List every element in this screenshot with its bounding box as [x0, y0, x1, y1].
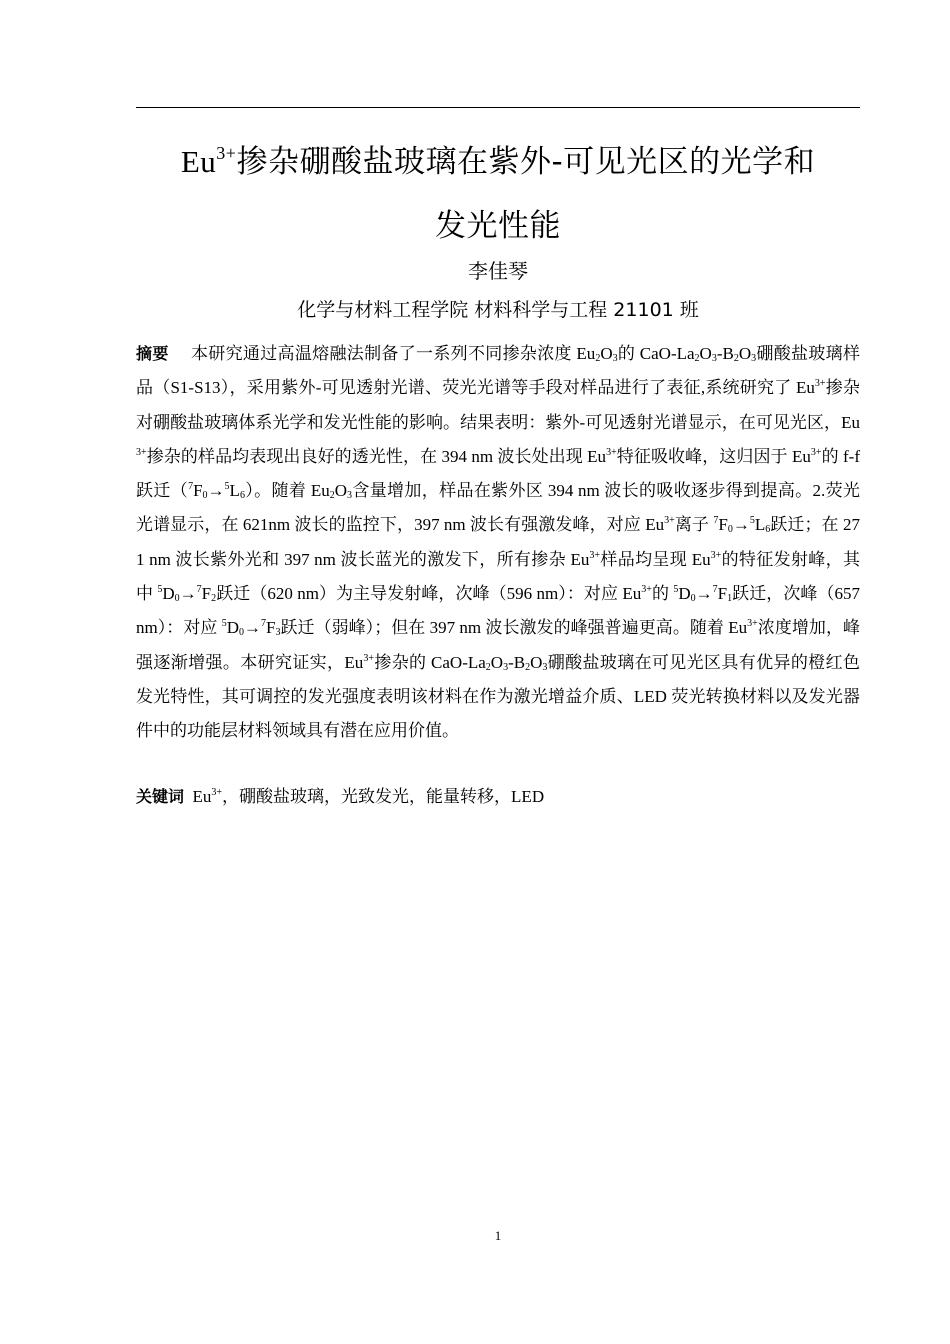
- abstract-subscript: 3: [711, 353, 717, 364]
- abstract-subscript: 2: [525, 661, 531, 673]
- abstract-text: 掺杂对硼酸盐玻璃体系光学和发光性能的影响。结果表明：紫外-可见透射光谱显示，在可见光区，Eu: [136, 378, 860, 432]
- abstract-text: 的: [651, 584, 674, 604]
- abstract-superscript: 3+: [810, 446, 822, 458]
- abstract-subscript: 3: [612, 353, 618, 364]
- title-line-1: [120, 130, 876, 194]
- abstract-subscript: 0: [727, 524, 733, 536]
- abstract-text: 本研究通过高温熔融法制备了一系列不同掺杂浓度 Eu: [190, 344, 596, 363]
- abstract-text: →: [243, 618, 261, 638]
- abstract-subscript: 1: [727, 593, 733, 605]
- abstract-text: 的 f-f 跃迁（: [136, 446, 861, 501]
- abstract-subscript: 2: [211, 593, 217, 605]
- abstract-subscript: 0: [238, 627, 244, 639]
- abstract-text: O: [600, 344, 613, 363]
- abstract-text: F: [201, 584, 212, 604]
- abstract-text: 的 CaO-La: [617, 344, 695, 363]
- abstract-superscript: 5: [221, 618, 227, 630]
- page-number: 1: [494, 1228, 502, 1243]
- abstract-subscript: 0: [174, 593, 180, 605]
- abstract-text: -B: [716, 344, 734, 363]
- abstract-superscript: 7: [713, 515, 719, 527]
- abstract-superscript: 7: [260, 618, 266, 630]
- abstract-superscript: 5: [673, 584, 679, 596]
- abstract-superscript: 7: [712, 584, 718, 596]
- abstract-paragraph: [136, 337, 860, 749]
- abstract-text: →: [207, 481, 225, 501]
- abstract-subscript: 3: [542, 661, 548, 673]
- abstract-superscript: 5: [224, 481, 230, 493]
- abstract-subscript: 2: [329, 490, 335, 502]
- abstract-subscript: 6: [239, 490, 245, 502]
- abstract-text: 离子: [674, 515, 714, 535]
- abstract-text: 浓度增加，峰强逐渐增强。本研究证实，Eu: [136, 618, 860, 672]
- author-affiliation: 化学与材料工程学院 材料科学与工程 21101 班: [297, 299, 699, 321]
- abstract-text: O: [490, 652, 504, 672]
- title-charge: 3+: [216, 143, 237, 163]
- abstract-superscript: 3+: [641, 584, 652, 596]
- abstract-text: -B: [508, 652, 526, 672]
- abstract-text: O: [738, 344, 752, 363]
- abstract-text: 含量增加，样品在紫外区 394 nm 波长的吸收逐步得到提高。2.荧光光谱显示，在 621nm 波长的监控下，397 nm 波长有强激发峰，对应 Eu: [136, 481, 860, 535]
- abstract-text: 跃迁；在 271 nm 波长紫外光和 397 nm 波长蓝光的激发下，所有掺杂 Eu: [136, 515, 860, 569]
- abstract-superscript: 3+: [710, 549, 722, 561]
- abstract-subscript: 2: [694, 353, 700, 364]
- abstract-text: 跃迁，次峰（657 nm）：对应: [136, 584, 861, 638]
- abstract-text: L: [229, 481, 240, 501]
- abstract-superscript: 5: [157, 584, 163, 596]
- paper-title: [120, 130, 876, 258]
- abstract-superscript: 3+: [136, 446, 147, 458]
- abstract-superscript: 3+: [589, 549, 601, 561]
- abstract-text: F: [265, 618, 276, 638]
- title-eu: Eu: [180, 144, 217, 179]
- abstract-text: →: [732, 515, 750, 535]
- abstract-text: O: [334, 481, 347, 501]
- author-name: 李佳琴: [468, 259, 528, 283]
- abstract-text: O: [699, 344, 712, 363]
- keywords-line: [136, 780, 860, 814]
- keyword-eu: Eu: [192, 787, 212, 806]
- abstract-text: 样品均呈现 Eu: [600, 549, 711, 569]
- abstract-text: 掺杂的样品均表现出良好的透光性，在 394 nm 波长处出现 Eu: [146, 446, 607, 466]
- abstract-body: [136, 344, 860, 740]
- abstract-superscript: 5: [749, 515, 755, 527]
- abstract-text: ）。随着 Eu: [244, 481, 330, 501]
- abstract-subscript: 3: [346, 490, 352, 502]
- abstract-text: O: [530, 652, 543, 672]
- abstract-subscript: 3: [275, 627, 281, 639]
- abstract-subscript: 6: [765, 524, 771, 536]
- abstract-superscript: 7: [196, 584, 202, 596]
- abstract-subscript: 3: [751, 353, 757, 364]
- abstract-text: F: [193, 481, 203, 501]
- abstract-text: 硼酸盐玻璃样品（S1-S13），采用紫外-可见透射光谱、荧光光谱等手段对样品进行了表征,系统研究了 Eu: [136, 344, 860, 398]
- abstract-subscript: 2: [595, 353, 601, 364]
- abstract-superscript: 7: [188, 481, 194, 493]
- abstract-subscript: 0: [202, 490, 208, 502]
- title-line-1-rest: 掺杂硼酸盐玻璃在紫外-可见光区的光学和: [236, 144, 816, 180]
- abstract-text: 跃迁（620 nm）为主导发射峰，次峰（596 nm）：对应 Eu: [216, 584, 642, 604]
- abstract-subscript: 0: [690, 593, 696, 605]
- abstract-text: →: [179, 584, 197, 604]
- title-line-2: 发光性能: [435, 208, 561, 244]
- abstract-text: 硼酸盐玻璃在可见光区具有优异的橙红色发光特性，其可调控的发光强度表明该材料在作为激光增益介质、LED 荧光转换材料以及发光器件中的功能层材料领域具有潜在应用价值。: [136, 652, 860, 741]
- abstract-text: →: [695, 584, 713, 604]
- abstract-superscript: 3+: [747, 618, 758, 630]
- abstract-text: 掺杂的 CaO-La: [373, 652, 486, 672]
- abstract-text: 特征吸收峰，这归因于 Eu: [616, 446, 811, 466]
- abstract-text: D: [226, 618, 239, 638]
- abstract-text: 的特征发射峰，其中: [136, 549, 860, 604]
- abstract-text: L: [754, 515, 766, 535]
- abstract-text: F: [717, 584, 728, 604]
- abstract-superscript: 3+: [606, 446, 617, 458]
- abstract-text: D: [678, 584, 691, 604]
- keyword-eu-charge: 3+: [211, 787, 223, 798]
- abstract-label: 摘要: [136, 344, 169, 363]
- abstract-subscript: 2: [733, 353, 739, 364]
- header-rule: [136, 107, 860, 108]
- abstract-superscript: 3+: [664, 515, 675, 527]
- abstract-text: F: [718, 515, 728, 535]
- abstract-superscript: 3+: [814, 378, 826, 390]
- abstract-text: D: [162, 584, 175, 604]
- abstract-subscript: 3: [503, 661, 509, 673]
- abstract-superscript: 3+: [363, 652, 374, 664]
- abstract-subscript: 2: [485, 661, 491, 673]
- keywords-label: 关键词: [136, 787, 185, 806]
- abstract-text: 跃迁（弱峰）；但在 397 nm 波长激发的峰强普遍更高。随着 Eu: [280, 618, 748, 638]
- keywords-rest: ，硼酸盐玻璃，光致发光，能量转移，LED: [222, 787, 545, 806]
